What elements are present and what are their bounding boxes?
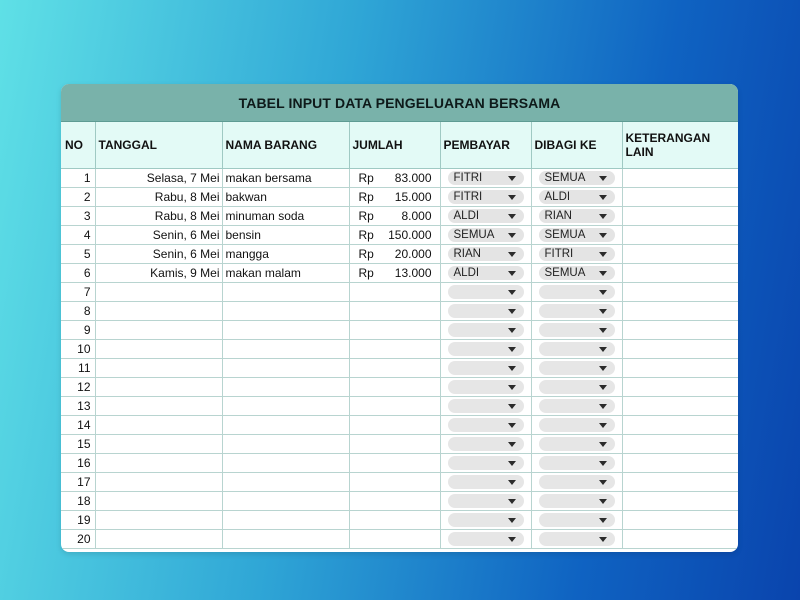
table-title: TABEL INPUT DATA PENGELUARAN BERSAMA: [61, 84, 738, 122]
dropdown-arrow-icon: [599, 480, 607, 485]
cell-pembayar: [440, 207, 531, 226]
dropdown-arrow-icon: [508, 537, 516, 542]
cell-tanggal[interactable]: [95, 321, 222, 340]
cell-jumlah[interactable]: [349, 340, 440, 359]
row-number: 5: [61, 245, 95, 264]
pembayar-value: SEMUA: [453, 229, 495, 241]
cell-pembayar: [440, 188, 531, 207]
cell-nama-barang[interactable]: makan bersama: [222, 169, 349, 188]
cell-pembayar: [440, 359, 531, 378]
cell-jumlah[interactable]: [349, 226, 440, 245]
cell-jumlah[interactable]: [349, 378, 440, 397]
dropdown-arrow-icon: [508, 423, 516, 428]
pembayar-dropdown[interactable]: [448, 285, 524, 299]
cell-pembayar: [440, 340, 531, 359]
cell-tanggal[interactable]: Senin, 6 Mei: [95, 245, 222, 264]
pembayar-dropdown[interactable]: [448, 399, 524, 413]
dropdown-arrow-icon: [508, 385, 516, 390]
cell-keterangan[interactable]: [622, 302, 738, 321]
dropdown-arrow-icon: [599, 214, 607, 219]
cell-keterangan[interactable]: [622, 340, 738, 359]
table-row: [61, 435, 738, 454]
cell-dibagi-ke: [531, 378, 622, 397]
header-pembayar: PEMBAYAR: [440, 122, 531, 169]
cell-tanggal[interactable]: [95, 378, 222, 397]
pembayar-dropdown[interactable]: [448, 323, 524, 337]
amount-value: 8.000: [401, 209, 432, 223]
pembayar-value: FITRI: [453, 172, 483, 184]
amount-wrap: [359, 190, 432, 204]
dropdown-arrow-icon: [508, 461, 516, 466]
cell-dibagi-ke: [531, 169, 622, 188]
header-keterangan: KETERANGAN LAIN: [622, 122, 738, 169]
row-number: 14: [61, 416, 95, 435]
currency-label: Rp: [358, 228, 374, 242]
table-row: [61, 473, 738, 492]
cell-nama-barang[interactable]: bakwan: [222, 188, 349, 207]
currency-label: Rp: [358, 266, 374, 280]
currency-label: Rp: [358, 171, 374, 185]
header-nama-barang: NAMA BARANG: [222, 122, 349, 169]
dropdown-arrow-icon: [599, 366, 607, 371]
dropdown-arrow-icon: [508, 195, 516, 200]
cell-pembayar: [440, 530, 531, 549]
dropdown-arrow-icon: [508, 214, 516, 219]
dibagi-ke-dropdown[interactable]: [539, 323, 615, 337]
dibagi-ke-dropdown[interactable]: [539, 437, 615, 451]
cell-keterangan[interactable]: [622, 283, 738, 302]
pembayar-dropdown[interactable]: [448, 228, 524, 242]
dropdown-arrow-icon: [508, 309, 516, 314]
cell-tanggal[interactable]: [95, 416, 222, 435]
table-row: [61, 264, 738, 283]
pembayar-dropdown[interactable]: [448, 456, 524, 470]
table-row: [61, 397, 738, 416]
cell-keterangan[interactable]: [622, 454, 738, 473]
cell-jumlah[interactable]: [349, 188, 440, 207]
pembayar-dropdown[interactable]: [448, 266, 524, 280]
dibagi-ke-dropdown[interactable]: [539, 361, 615, 375]
amount-value: 150.000: [388, 228, 432, 242]
amount-value: 83.000: [394, 171, 432, 185]
table-row: [61, 416, 738, 435]
dibagi-ke-value: SEMUA: [544, 267, 586, 279]
row-number: 17: [61, 473, 95, 492]
cell-nama-barang[interactable]: [222, 340, 349, 359]
dropdown-arrow-icon: [508, 480, 516, 485]
cell-keterangan[interactable]: [622, 207, 738, 226]
row-number: 9: [61, 321, 95, 340]
dropdown-arrow-icon: [599, 518, 607, 523]
row-number: 7: [61, 283, 95, 302]
cell-dibagi-ke: [531, 188, 622, 207]
cell-nama-barang[interactable]: [222, 530, 349, 549]
dropdown-arrow-icon: [508, 290, 516, 295]
row-number: 1: [61, 169, 95, 188]
row-number: 6: [61, 264, 95, 283]
cell-nama-barang[interactable]: [222, 378, 349, 397]
table-row: [61, 492, 738, 511]
row-number: 8: [61, 302, 95, 321]
pembayar-value: ALDI: [453, 210, 480, 222]
row-number: 3: [61, 207, 95, 226]
cell-pembayar: [440, 264, 531, 283]
cell-pembayar: [440, 454, 531, 473]
cell-nama-barang[interactable]: [222, 473, 349, 492]
cell-jumlah[interactable]: [349, 473, 440, 492]
cell-nama-barang[interactable]: [222, 321, 349, 340]
cell-jumlah[interactable]: [349, 302, 440, 321]
row-number: 16: [61, 454, 95, 473]
table-row: [61, 283, 738, 302]
amount-wrap: [359, 228, 432, 242]
cell-dibagi-ke: [531, 340, 622, 359]
cell-tanggal[interactable]: [95, 511, 222, 530]
cell-nama-barang[interactable]: [222, 359, 349, 378]
cell-keterangan[interactable]: [622, 169, 738, 188]
cell-keterangan[interactable]: [622, 473, 738, 492]
cell-nama-barang[interactable]: minuman soda: [222, 207, 349, 226]
dibagi-ke-dropdown[interactable]: [539, 513, 615, 527]
pembayar-value: ALDI: [453, 267, 480, 279]
cell-pembayar: [440, 245, 531, 264]
cell-pembayar: [440, 169, 531, 188]
amount-wrap: [359, 266, 432, 280]
pembayar-dropdown[interactable]: [448, 380, 524, 394]
amount-wrap: [359, 209, 432, 223]
cell-dibagi-ke: [531, 511, 622, 530]
row-number: 18: [61, 492, 95, 511]
cell-keterangan[interactable]: [622, 397, 738, 416]
amount-wrap: [359, 171, 432, 185]
pembayar-value: FITRI: [453, 191, 483, 203]
table-row: [61, 169, 738, 188]
row-number: 12: [61, 378, 95, 397]
cell-dibagi-ke: [531, 302, 622, 321]
cell-jumlah[interactable]: [349, 264, 440, 283]
dropdown-arrow-icon: [599, 499, 607, 504]
dibagi-ke-value: RIAN: [544, 210, 572, 222]
cell-tanggal[interactable]: [95, 359, 222, 378]
cell-dibagi-ke: [531, 207, 622, 226]
dropdown-arrow-icon: [508, 499, 516, 504]
dropdown-arrow-icon: [599, 442, 607, 447]
currency-label: Rp: [358, 190, 374, 204]
cell-keterangan[interactable]: [622, 321, 738, 340]
cell-jumlah[interactable]: [349, 359, 440, 378]
cell-nama-barang[interactable]: [222, 283, 349, 302]
cell-nama-barang[interactable]: bensin: [222, 226, 349, 245]
cell-tanggal[interactable]: [95, 435, 222, 454]
table-row: [61, 340, 738, 359]
amount-wrap: [359, 247, 432, 261]
dibagi-ke-dropdown[interactable]: [539, 342, 615, 356]
cell-jumlah[interactable]: [349, 416, 440, 435]
cell-pembayar: [440, 378, 531, 397]
dropdown-arrow-icon: [599, 252, 607, 257]
row-number: 13: [61, 397, 95, 416]
cell-keterangan[interactable]: [622, 245, 738, 264]
amount-value: 20.000: [394, 247, 432, 261]
cell-keterangan[interactable]: [622, 416, 738, 435]
dibagi-ke-value: ALDI: [544, 191, 571, 203]
cell-tanggal[interactable]: [95, 340, 222, 359]
pembayar-dropdown[interactable]: [448, 494, 524, 508]
dropdown-arrow-icon: [599, 404, 607, 409]
cell-jumlah[interactable]: [349, 207, 440, 226]
pembayar-dropdown[interactable]: [448, 247, 524, 261]
amount-value: 15.000: [394, 190, 432, 204]
cell-dibagi-ke: [531, 473, 622, 492]
cell-tanggal[interactable]: [95, 492, 222, 511]
cell-jumlah[interactable]: [349, 511, 440, 530]
cell-pembayar: [440, 283, 531, 302]
cell-keterangan[interactable]: [622, 492, 738, 511]
dropdown-arrow-icon: [599, 423, 607, 428]
cell-jumlah[interactable]: [349, 397, 440, 416]
dibagi-ke-dropdown[interactable]: [539, 494, 615, 508]
dropdown-arrow-icon: [599, 195, 607, 200]
currency-label: Rp: [358, 209, 374, 223]
cell-nama-barang[interactable]: [222, 416, 349, 435]
cell-tanggal[interactable]: [95, 283, 222, 302]
cell-tanggal[interactable]: Selasa, 7 Mei: [95, 169, 222, 188]
cell-pembayar: [440, 511, 531, 530]
dropdown-arrow-icon: [508, 271, 516, 276]
cell-nama-barang[interactable]: mangga: [222, 245, 349, 264]
cell-pembayar: [440, 416, 531, 435]
cell-dibagi-ke: [531, 226, 622, 245]
dropdown-arrow-icon: [508, 233, 516, 238]
dibagi-ke-dropdown[interactable]: [539, 247, 615, 261]
dibagi-ke-value: SEMUA: [544, 172, 586, 184]
dibagi-ke-dropdown[interactable]: [539, 475, 615, 489]
pembayar-dropdown[interactable]: [448, 418, 524, 432]
dibagi-ke-dropdown[interactable]: [539, 209, 615, 223]
pembayar-value: RIAN: [453, 248, 481, 260]
cell-dibagi-ke: [531, 492, 622, 511]
dropdown-arrow-icon: [599, 461, 607, 466]
table-row: [61, 530, 738, 549]
cell-keterangan[interactable]: [622, 530, 738, 549]
cell-nama-barang[interactable]: [222, 492, 349, 511]
cell-dibagi-ke: [531, 321, 622, 340]
cell-keterangan[interactable]: [622, 188, 738, 207]
cell-jumlah[interactable]: [349, 454, 440, 473]
cell-dibagi-ke: [531, 283, 622, 302]
dibagi-ke-value: SEMUA: [544, 229, 586, 241]
header-no: NO: [61, 122, 95, 169]
expense-table: [61, 122, 738, 549]
dropdown-arrow-icon: [599, 271, 607, 276]
cell-dibagi-ke: [531, 245, 622, 264]
dropdown-arrow-icon: [599, 385, 607, 390]
row-number: 15: [61, 435, 95, 454]
dropdown-arrow-icon: [508, 518, 516, 523]
cell-keterangan[interactable]: [622, 264, 738, 283]
dibagi-ke-dropdown[interactable]: [539, 380, 615, 394]
cell-pembayar: [440, 473, 531, 492]
cell-tanggal[interactable]: Rabu, 8 Mei: [95, 188, 222, 207]
dropdown-arrow-icon: [599, 176, 607, 181]
dibagi-ke-dropdown[interactable]: [539, 190, 615, 204]
dropdown-arrow-icon: [599, 233, 607, 238]
dibagi-ke-dropdown[interactable]: [539, 228, 615, 242]
table-row: [61, 245, 738, 264]
cell-jumlah[interactable]: [349, 435, 440, 454]
cell-dibagi-ke: [531, 435, 622, 454]
header-dibagi-ke: DIBAGI KE: [531, 122, 622, 169]
pembayar-dropdown[interactable]: [448, 513, 524, 527]
cell-nama-barang[interactable]: [222, 454, 349, 473]
table-row: [61, 226, 738, 245]
dropdown-arrow-icon: [599, 537, 607, 542]
table-row: [61, 359, 738, 378]
table-row: [61, 454, 738, 473]
dropdown-arrow-icon: [599, 328, 607, 333]
pembayar-dropdown[interactable]: [448, 361, 524, 375]
dropdown-arrow-icon: [599, 309, 607, 314]
cell-jumlah[interactable]: [349, 492, 440, 511]
dropdown-arrow-icon: [508, 252, 516, 257]
cell-dibagi-ke: [531, 454, 622, 473]
table-row: [61, 378, 738, 397]
dropdown-arrow-icon: [508, 366, 516, 371]
cell-dibagi-ke: [531, 530, 622, 549]
row-number: 2: [61, 188, 95, 207]
cell-tanggal[interactable]: [95, 397, 222, 416]
cell-tanggal[interactable]: [95, 530, 222, 549]
cell-jumlah[interactable]: [349, 169, 440, 188]
row-number: 10: [61, 340, 95, 359]
cell-jumlah[interactable]: [349, 321, 440, 340]
cell-nama-barang[interactable]: makan malam: [222, 264, 349, 283]
pembayar-dropdown[interactable]: [448, 209, 524, 223]
cell-pembayar: [440, 302, 531, 321]
cell-nama-barang[interactable]: [222, 435, 349, 454]
dibagi-ke-value: FITRI: [544, 248, 574, 260]
row-number: 4: [61, 226, 95, 245]
amount-value: 13.000: [394, 266, 432, 280]
dropdown-arrow-icon: [508, 347, 516, 352]
currency-label: Rp: [358, 247, 374, 261]
cell-dibagi-ke: [531, 264, 622, 283]
dropdown-arrow-icon: [599, 290, 607, 295]
cell-dibagi-ke: [531, 416, 622, 435]
table-row: [61, 511, 738, 530]
dibagi-ke-dropdown[interactable]: [539, 456, 615, 470]
row-number: 19: [61, 511, 95, 530]
pembayar-dropdown[interactable]: [448, 171, 524, 185]
cell-jumlah[interactable]: [349, 245, 440, 264]
cell-nama-barang[interactable]: [222, 302, 349, 321]
dropdown-arrow-icon: [508, 328, 516, 333]
pembayar-dropdown[interactable]: [448, 304, 524, 318]
row-number: 11: [61, 359, 95, 378]
cell-tanggal[interactable]: [95, 302, 222, 321]
cell-jumlah[interactable]: [349, 283, 440, 302]
cell-pembayar: [440, 492, 531, 511]
header-tanggal: TANGGAL: [95, 122, 222, 169]
dibagi-ke-dropdown[interactable]: [539, 285, 615, 299]
cell-nama-barang[interactable]: [222, 397, 349, 416]
dibagi-ke-dropdown[interactable]: [539, 418, 615, 432]
table-row: [61, 321, 738, 340]
cell-dibagi-ke: [531, 397, 622, 416]
cell-keterangan[interactable]: [622, 511, 738, 530]
dibagi-ke-dropdown[interactable]: [539, 266, 615, 280]
dropdown-arrow-icon: [508, 176, 516, 181]
expense-table-card: [61, 84, 738, 552]
cell-tanggal[interactable]: [95, 473, 222, 492]
row-number: 20: [61, 530, 95, 549]
cell-nama-barang[interactable]: [222, 511, 349, 530]
cell-tanggal[interactable]: [95, 454, 222, 473]
cell-keterangan[interactable]: [622, 435, 738, 454]
pembayar-dropdown[interactable]: [448, 342, 524, 356]
cell-pembayar: [440, 226, 531, 245]
dropdown-arrow-icon: [599, 347, 607, 352]
dropdown-arrow-icon: [508, 442, 516, 447]
pembayar-dropdown[interactable]: [448, 437, 524, 451]
cell-pembayar: [440, 321, 531, 340]
cell-keterangan[interactable]: [622, 359, 738, 378]
table-row: [61, 188, 738, 207]
cell-tanggal[interactable]: Kamis, 9 Mei: [95, 264, 222, 283]
header-jumlah: JUMLAH: [349, 122, 440, 169]
cell-dibagi-ke: [531, 359, 622, 378]
dibagi-ke-dropdown[interactable]: [539, 304, 615, 318]
cell-keterangan[interactable]: [622, 226, 738, 245]
dibagi-ke-dropdown[interactable]: [539, 532, 615, 546]
dibagi-ke-dropdown[interactable]: [539, 171, 615, 185]
cell-tanggal[interactable]: Rabu, 8 Mei: [95, 207, 222, 226]
cell-jumlah[interactable]: [349, 530, 440, 549]
pembayar-dropdown[interactable]: [448, 532, 524, 546]
table-row: [61, 302, 738, 321]
cell-pembayar: [440, 435, 531, 454]
pembayar-dropdown[interactable]: [448, 475, 524, 489]
dropdown-arrow-icon: [508, 404, 516, 409]
pembayar-dropdown[interactable]: [448, 190, 524, 204]
dibagi-ke-dropdown[interactable]: [539, 399, 615, 413]
table-row: [61, 207, 738, 226]
cell-tanggal[interactable]: Senin, 6 Mei: [95, 226, 222, 245]
header-row: [61, 122, 738, 169]
cell-keterangan[interactable]: [622, 378, 738, 397]
cell-pembayar: [440, 397, 531, 416]
